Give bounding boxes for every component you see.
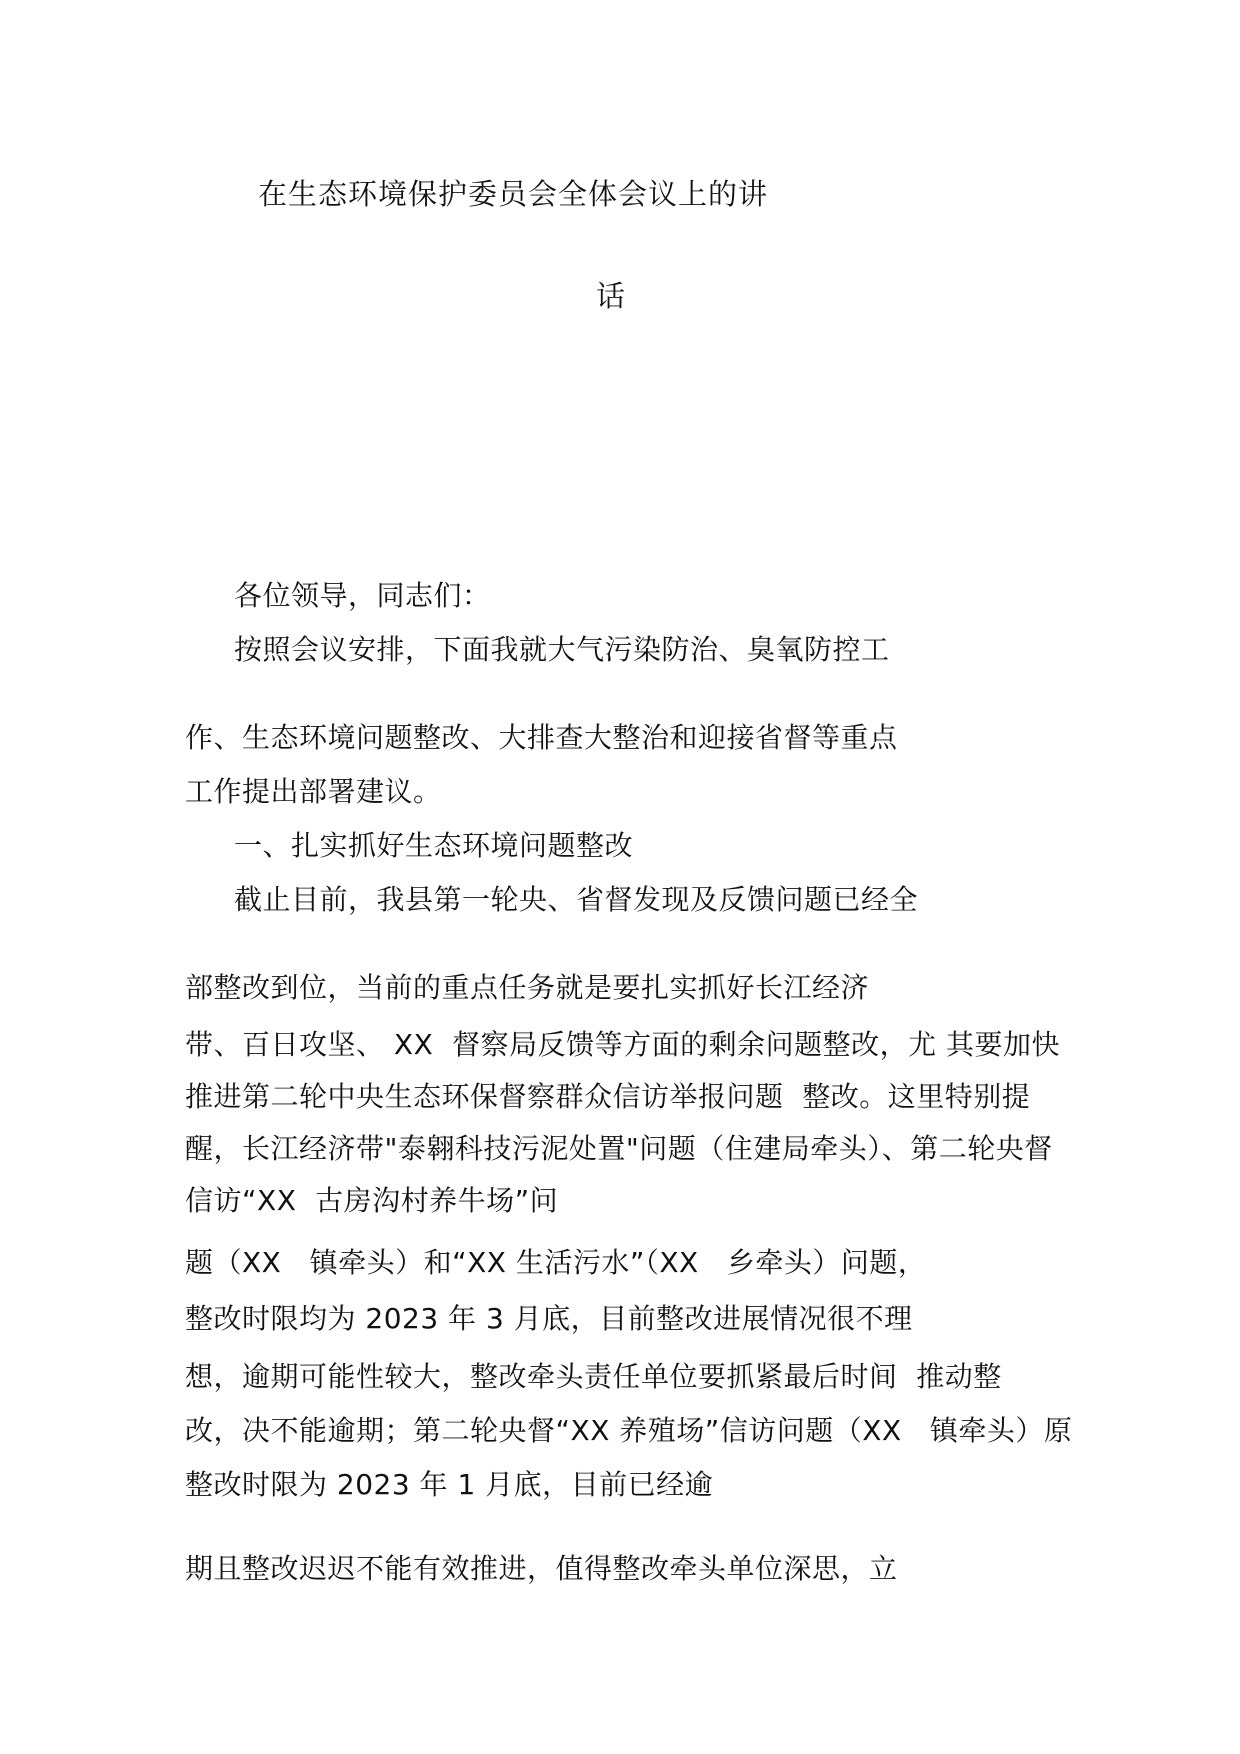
body-line: 作、生态环境问题整改、大排查大整治和迎接省督等重点 xyxy=(185,721,898,754)
body-line: 改，决不能逾期；第二轮央督“XX 养殖场”信访问题（XX 镇牵头）原 xyxy=(185,1414,1073,1447)
body-line: 整改时限为 2023 年 1 月底，目前已经逾 xyxy=(185,1468,714,1501)
body-line: 整改时限均为 2023 年 3 月底，目前整改进展情况很不理 xyxy=(185,1302,913,1335)
body-line: 醒，长江经济带"泰翱科技污泥处置"问题（住建局牵头）、第二轮央督 xyxy=(185,1132,1053,1165)
body-line: 推进第二轮中央生态环保督察群众信访举报问题 整改。这里特别提 xyxy=(185,1080,1031,1113)
body-line: 想，逾期可能性较大，整改牵头责任单位要抓紧最后时间 推动整 xyxy=(185,1360,1002,1393)
body-line: 题（XX 镇牵头）和“XX 生活污水”（XX 乡牵头）问题， xyxy=(185,1246,927,1279)
body-line: 部整改到位，当前的重点任务就是要扎实抓好长江经济 xyxy=(185,971,870,1004)
body-line: 带、百日攻坚、 XX 督察局反馈等方面的剩余问题整改，尤 其要加快 xyxy=(185,1028,1060,1061)
body-line: 信访“XX 古房沟村养牛场”问 xyxy=(185,1184,559,1217)
body-line: 工作提出部署建议。 xyxy=(185,775,442,808)
body-line: 按照会议安排，下面我就大气污染防治、臭氧防控工 xyxy=(234,633,890,666)
body-line: 截止目前，我县第一轮央、省督发现及反馈问题已经全 xyxy=(234,883,919,916)
section-heading: 一、扎实抓好生态环境问题整改 xyxy=(234,829,634,862)
title-line-1: 在生态环境保护委员会全体会议上的讲 xyxy=(258,177,769,211)
body-line: 期且整改迟迟不能有效推进，值得整改牵头单位深思，立 xyxy=(185,1552,898,1585)
salutation: 各位领导，同志们： xyxy=(234,579,491,612)
title-line-2: 话 xyxy=(596,279,627,313)
